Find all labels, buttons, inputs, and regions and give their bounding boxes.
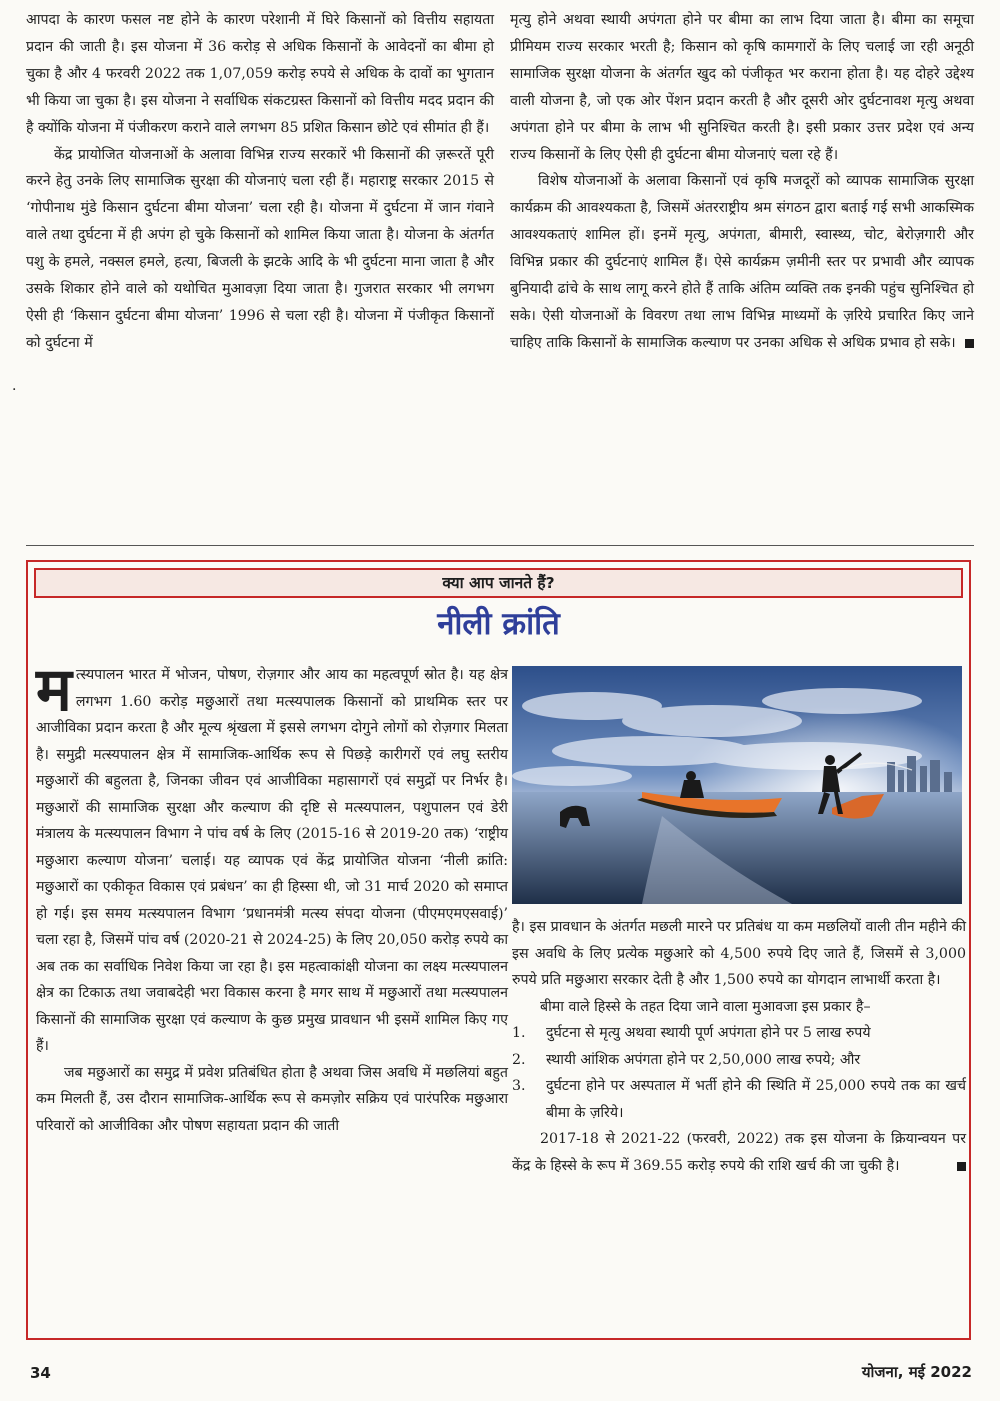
fishermen-photo [512,666,962,904]
box-header: क्या आप जानते हैं? [34,568,963,598]
article-paragraph: मृत्यु होने अथवा स्थायी अपंगता होने पर बीमा का लाभ दिया जाता है। बीमा का समूचा प्रीमियम राज्य सरकार भरती है; किसान को कृषि कामगारों के लिए चलाई जा रही अनूठी सामाजिक सुरक्षा योजना के अंतर्गत खुद को पंजीकृत भर कराना होता है। यह दोहरे उद्देश्य वाली योजना है, जो एक ओर पेंशन प्रदान करती है और दूसरी ओर दुर्घटनावश मृत्यु अथवा अपंगता होने पर बीमा के लाभ भी सुनिश्चित करती है। इसी प्रकार उत्तर प्रदेश एवं अन्य राज्य किसानों के लिए ऐसी ही दुर्घटना बीमा योजनाएं चला रहे हैं। [510,12,974,163]
article-left-column [26,7,494,357]
list-item [512,1047,966,1074]
box-paragraph: जब मछुआरों का समुद्र में प्रवेश प्रतिबंधित होता है अथवा जिस अवधि में मछलियां बहुत कम मिलती हैं, उस दौरान सामाजिक-आर्थिक रूप से कमज़ोर सक्रिय एवं पारंपरिक मछुआरा परिवारों को आजीविका और पोषण सहायता प्रदान की जाती [36,1064,508,1134]
page-number: 34 [30,1364,51,1382]
list-number: 2. [512,1051,526,1068]
compensation-list [512,1020,966,1126]
article-right-column [510,7,974,357]
margin-mark: · [12,382,17,398]
section-divider [26,545,974,546]
box-paragraph [512,1126,966,1179]
box-left-column [36,655,508,1139]
box-paragraph-text: त्स्यपालन भारत में भोजन, पोषण, रोज़गार और आय का महत्वपूर्ण स्रोत है। यह क्षेत्र लगभग 1.60 करोड़ मछुआरों तथा मत्स्यपालक किसानों को प्राथमिक स्तर पर आजीविका प्रदान करता है और मूल्य श्रृंखला में इससे लगभग दोगुने लोगों को रोज़गार मिलता है। समुद्री मत्स्यपालन क्षेत्र में सामाजिक-आर्थिक रूप से पिछड़े कारीगरों एवं लघु स्तरीय मछुआरों की बहुलता है, जिनका जीवन एवं आजीविका महासागरों एवं समुद्रों पर निर्भर है। मछुआरों की सामाजिक सुरक्षा और कल्याण की दृष्टि से मत्स्यपालन, पशुपालन एवं डेरी मंत्रालय के मत्स्यपालन विभाग ने पांच वर्ष के लिए (2015-16 से 2019-20 तक) ‘राष्ट्रीय मछुआरा कल्याण योजना’ चलाई। यह व्यापक एवं केंद्र प्रायोजित योजना ‘नीली क्रांति: मछुआरों का एकीकृत विकास एवं प्रबंधन’ का ही हिस्सा थी, जो 31 मार्च 2020 को समाप्त हो गई। इस समय मत्स्यपालन विभाग ‘प्रधानमंत्री मत्स्य संपदा योजना (पीएमएमएसवाई)’ चला रहा है, जिसमें पांच वर्ष (2020-21 से 2024-25) के लिए 20,050 करोड़ रुपये का अब तक का सर्वाधिक निवेश किया जा रहा है। इस महत्वाकांक्षी योजना का लक्ष्य मत्स्यपालन क्षेत्र का टिकाऊ तथा जवाबदेही भरा विकास करना है मगर साथ में मछुआरों तथा मत्स्यपालन किसानों की सामाजिक सुरक्षा एवं कल्याण के कुछ प्रमुख प्रावधान भी इसमें शामिल किए गए हैं। [36,667,508,1054]
did-you-know-box [26,560,971,1340]
box-paragraph [36,655,508,1060]
end-of-article-mark [965,339,974,348]
drop-cap: म [36,655,72,725]
article-paragraph-text: विशेष योजनाओं के अलावा किसानों एवं कृषि मजदूरों को व्यापक सामाजिक सुरक्षा कार्यक्रम की आवश्यकता है, जिसमें अंतरराष्ट्रीय श्रम संगठन द्वारा बताई गई सभी आकस्मिक आवश्यकताएं शामिल हों। इनमें मृत्यु, अपंगता, बीमारी, स्वास्थ्य, चोट, बेरोज़गारी और विभिन्न प्रकार की दुर्घटनाएं शामिल हैं। ऐसे कार्यक्रम ज़मीनी स्तर पर प्रभावी और व्यापक बुनियादी ढांचे के साथ लागू करने होते हैं ताकि अंतिम व्यक्ति तक इनकी पहुंच सुनिश्चित हो सके। ऐसी योजनाओं के विवरण तथा लाभ विभिन्न माध्यमों के ज़रिये प्रचारित किए जाने चाहिए ताकि किसानों के सामाजिक कल्याण पर उनका अधिक से अधिक प्रभाव हो सके। [510,173,974,351]
closing-paragraph-text: 2017-18 से 2021-22 (फरवरी, 2022) तक इस योजना के क्रियान्वयन पर केंद्र के हिस्से के रूप में 369.55 करोड़ रुपये की राशि खर्च की जा चुकी है। [512,1131,966,1174]
list-text: स्थायी आंशिक अपंगता होने पर 2,50,000 लाख रुपये; और [546,1051,861,1068]
box-title: नीली क्रांति [437,606,560,642]
list-item [512,1073,966,1126]
list-number: 1. [512,1025,526,1041]
list-text: दुर्घटना से मृत्यु अथवा स्थायी पूर्ण अपंगता होने पर 5 लाख रुपये [546,1025,871,1041]
magazine-issue: योजना, मई 2022 [861,1363,972,1381]
box-right-column [512,914,966,1179]
article-paragraph: केंद्र प्रायोजित योजनाओं के अलावा विभिन्न राज्य सरकारें भी किसानों की ज़रूरतें पूरी करने हेतु उनके लिए सामाजिक सुरक्षा की योजनाएं चला रही हैं। महाराष्ट्र सरकार 2015 से ‘गोपीनाथ मुंडे किसान दुर्घटना बीमा योजना’ चला रही है। योजना में दुर्घटना में जान गंवाने वाले तथा दुर्घटना में ही अपंग हो चुके किसानों को शामिल किया जाता है। योजना के अंतर्गत पशु के हमले, नक्सल हमले, हत्या, बिजली के झटके आदि के भी दुर्घटना माना जाता है और उसके शिकार होने वाले को यथोचित मुआवज़ा दिया जाता है। गुजरात सरकार भी लगभग ऐसी ही ‘किसान दुर्घटना बीमा योजना’ 1996 से चला रही है। योजना में पंजीकृत किसानों को दुर्घटना में [26,146,494,351]
list-item [512,1020,966,1047]
end-of-box-mark [957,1162,966,1171]
box-paragraph: है। इस प्रावधान के अंतर्गत मछली मारने पर प्रतिबंध या कम मछलियों वाली तीन महीने की इस अवधि के लिए प्रत्येक मछुआरे को 4,500 रुपये दिए जाते हैं, जिसमें से 3,000 रुपये प्रति मछुआरा सरकार देती है और 1,500 रुपये का योगदान लाभार्थी करता है। [512,919,966,988]
list-text: दुर्घटना होने पर अस्पताल में भर्ती होने की स्थिति में 25,000 रुपये तक का खर्च बीमा के ज़रिये। [546,1078,966,1121]
box-paragraph: बीमा वाले हिस्से के तहत दिया जाने वाला मुआवजा इस प्रकार है– [540,998,871,1015]
article-paragraph [510,168,974,356]
list-number: 3. [512,1078,526,1094]
article-paragraph: आपदा के कारण फसल नष्ट होने के कारण परेशानी में घिरे किसानों को वित्तीय सहायता प्रदान की जाती है। इस योजना में 36 करोड़ से अधिक किसानों के आवेदनों का बीमा हो चुका है और 4 फरवरी 2022 तक 1,07,059 करोड़ रुपये से अधिक के दावों का भुगतान भी किया जा चुका है। इस योजना ने सर्वाधिक संकटग्रस्त किसानों को वित्तीय मदद प्रदान की है क्योंकि योजना में पंजीकरण कराने वाले लगभग 85 प्रशित किसान छोटे एवं सीमांत ही हैं। [26,12,494,136]
